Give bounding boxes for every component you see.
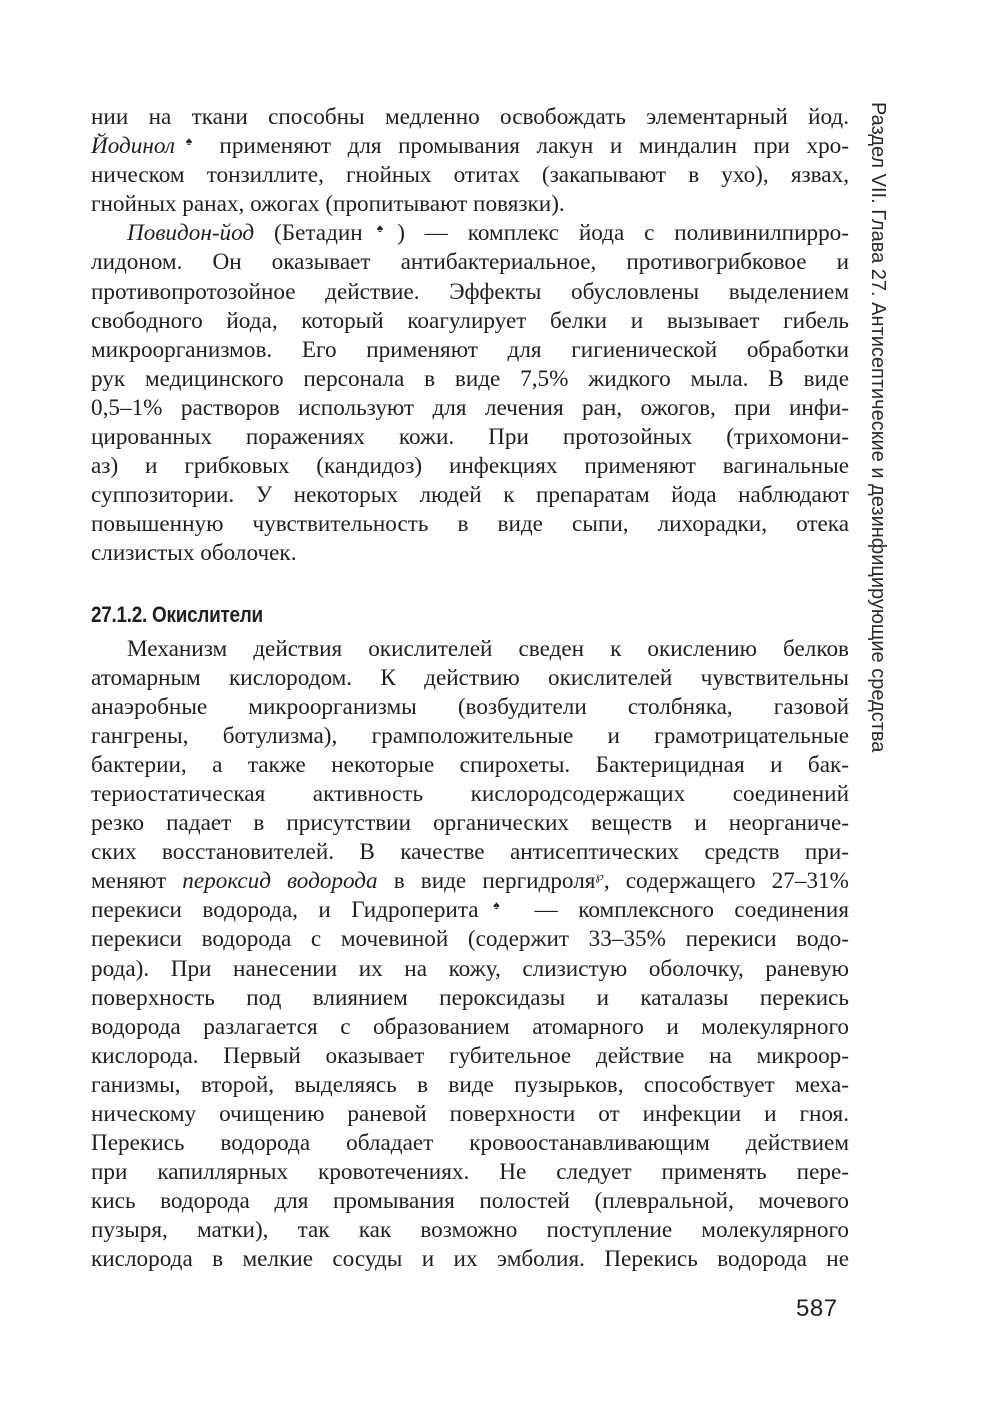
running-header-vertical: Раздел VII. Глава 27. Антисептические и дезинфицирующие средства bbox=[867, 102, 889, 753]
section-heading: 27.1.2. Окислители bbox=[91, 601, 263, 627]
text-line: атомарным кислородом. К действию окислителей чувствительны bbox=[91, 664, 849, 691]
text-line: суппозитории. У некоторых людей к препаратам йода наблюдают bbox=[91, 482, 849, 509]
text-fragment: , содержащего 27–31% bbox=[603, 868, 849, 895]
text-line: лидоном. Он оказывает антибактериальное, противогрибковое и bbox=[91, 249, 849, 276]
text-line: резко падает в присутствии органических веществ и неорганиче- bbox=[91, 810, 849, 837]
text-line: бактерии, а также некоторые спирохеты. Бактерицидная и бак- bbox=[91, 751, 849, 778]
text-fragment: перекиси водорода, и Гидроперита bbox=[91, 897, 479, 924]
text-line bbox=[91, 219, 849, 248]
text-line: кислорода в мелкие сосуды и их эмболия. Перекись водорода не bbox=[91, 1246, 849, 1273]
text-line: пузыря, матки), так как возможно поступление молекулярного bbox=[91, 1217, 849, 1244]
text-line: при капиллярных кровотечениях. Не следует применять пере- bbox=[91, 1159, 849, 1186]
text-line: перекиси водорода с мочевиной (содержит 33–35% перекиси водо- bbox=[91, 926, 849, 953]
text-line: Механизм действия окислителей сведен к окислению белков bbox=[127, 635, 849, 662]
text-line: водорода разлагается с образованием атомарного и молекулярного bbox=[91, 1013, 849, 1040]
text-line: анаэробные микроорганизмы (возбудители столбняка, газовой bbox=[91, 693, 849, 720]
text-line bbox=[91, 896, 849, 925]
text-line: повышенную чувствительность в виде сыпи, лихорадки, отека bbox=[91, 511, 849, 538]
text-line: цированных поражениях кожи. При протозойных (трихомони- bbox=[91, 424, 849, 451]
text-fragment: — комплексного соединения bbox=[514, 897, 849, 924]
text-line: противопротозойное действие. Эффекты обусловлены выделением bbox=[91, 278, 849, 305]
page-body bbox=[91, 103, 849, 1275]
text-line: рода). При нанесении их на кожу, слизистую оболочку, раневую bbox=[91, 955, 849, 982]
text-line: кислорода. Первый оказывает губительное действие на микроор- bbox=[91, 1042, 849, 1069]
text-fragment: ) — комплекс йода с поливинилпирро- bbox=[397, 220, 849, 247]
text-line bbox=[91, 132, 849, 161]
text-line: микроорганизмов. Его применяют для гигиенической обработки bbox=[91, 336, 849, 363]
drug-name-iodinol: Йодинол bbox=[91, 133, 175, 160]
text-line: аз) и грибковых (кандидоз) инфекциях применяют вагинальные bbox=[91, 453, 849, 480]
text-line: гангрены, ботулизма), грамположительные и грамотрицательные bbox=[91, 722, 849, 749]
text-line: кись водорода для промывания полостей (плевральной, мочевого bbox=[91, 1188, 849, 1215]
text-line: нии на ткани способны медленно освобождать элементарный йод. bbox=[91, 104, 849, 130]
page-number: 587 bbox=[796, 1295, 838, 1322]
text-line: 0,5–1% растворов используют для лечения ран, ожогов, при инфи- bbox=[91, 394, 849, 421]
spade-mark-icon: ♠ bbox=[362, 221, 398, 236]
text-fragment: меняют bbox=[91, 868, 183, 895]
text-line: Перекись водорода обладает кровоостанавливающим действием bbox=[91, 1130, 849, 1157]
drug-name-povidone-iodine: Повидон-йод bbox=[127, 220, 255, 247]
text-line: гнойных ранах, ожогах (пропитывают повязки). bbox=[91, 191, 565, 218]
text-line bbox=[91, 867, 849, 896]
text-line: рук медицинского персонала в виде 7,5% жидкого мыла. В виде bbox=[91, 365, 849, 392]
text-line: ническому очищению раневой поверхности от инфекции и гноя. bbox=[91, 1101, 849, 1127]
text-line: слизистых оболочек. bbox=[91, 540, 297, 567]
text-fragment: применяют для промывания лакун и миндалин при хро- bbox=[202, 133, 849, 160]
paragraph-oxidizers bbox=[91, 635, 849, 1275]
spade-mark-icon: ♠ bbox=[478, 898, 515, 913]
text-line: свободного йода, который коагулирует белки и вызывает гибель bbox=[91, 307, 849, 334]
text-line: ских восстановителей. В качестве антисептических средств при- bbox=[91, 839, 849, 866]
p-mark-icon: ℘ bbox=[595, 869, 604, 884]
text-line: поверхность под влиянием пероксидазы и каталазы перекись bbox=[91, 984, 849, 1011]
text-line: ническом тонзиллите, гнойных отитах (закапывают в ухо), язвах, bbox=[91, 162, 849, 189]
paragraph-iodinol bbox=[91, 103, 849, 219]
text-fragment: (Бетадин bbox=[254, 220, 363, 247]
text-line: териостатическая активность кислородсодержащих соединений bbox=[91, 780, 849, 807]
drug-name-hydrogen-peroxide: пероксид водорода bbox=[182, 868, 378, 895]
text-line: ганизмы, второй, выделяясь в виде пузырьков, способствует меха- bbox=[91, 1071, 849, 1098]
text-fragment: в виде пергидроля bbox=[377, 868, 596, 895]
paragraph-povidone-iodine bbox=[91, 219, 849, 568]
spade-mark-icon: ♠ bbox=[175, 134, 203, 149]
